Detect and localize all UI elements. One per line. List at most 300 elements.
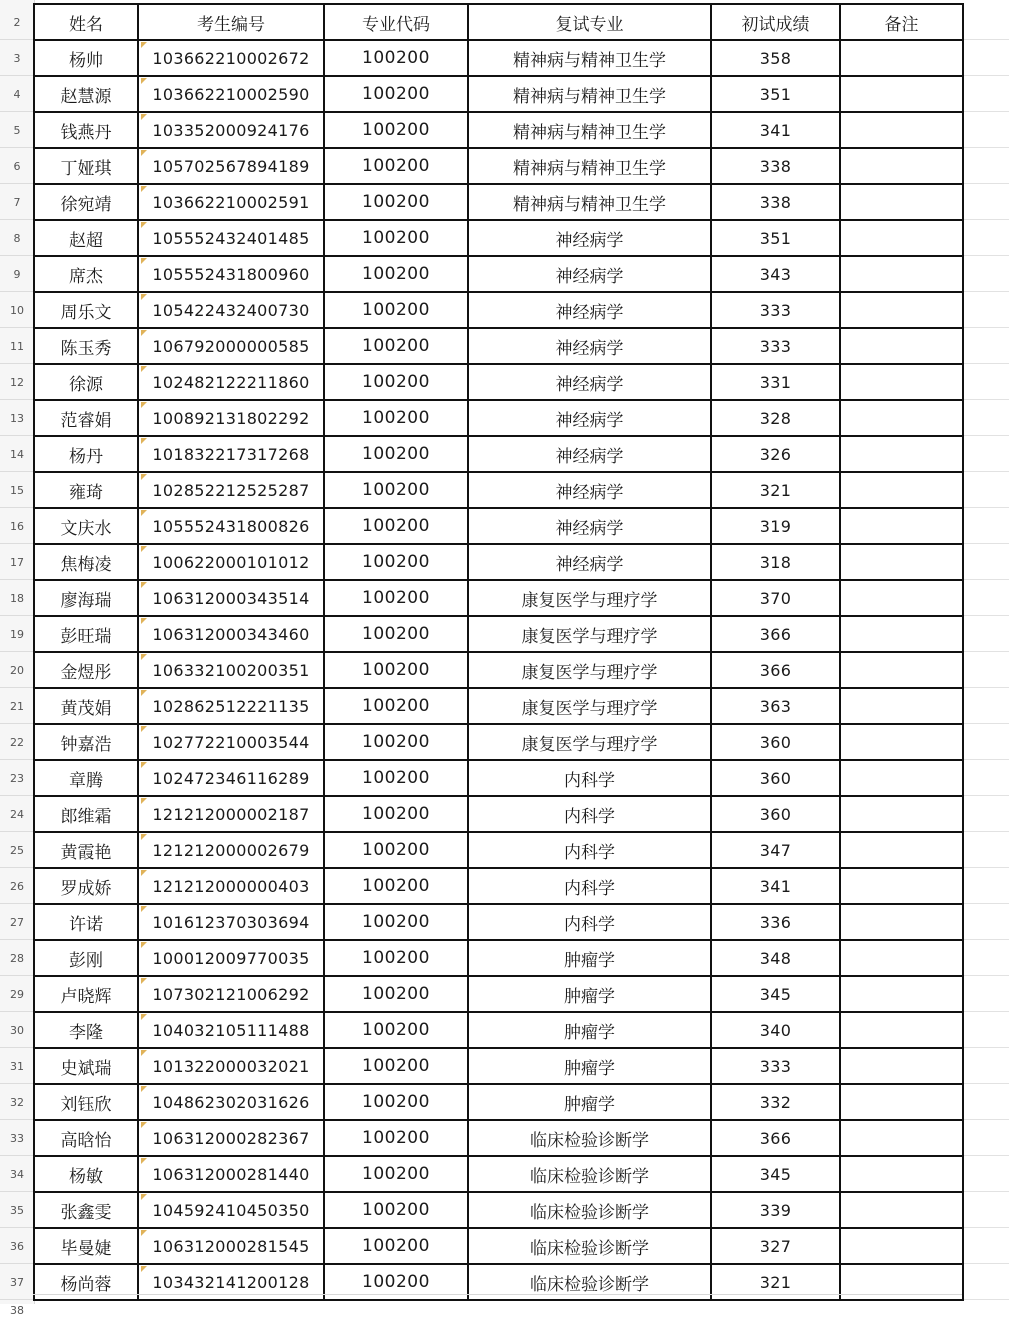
cell-candidate-id[interactable] <box>138 940 324 976</box>
cell-name[interactable] <box>34 1228 138 1264</box>
text-number-indicator-icon <box>141 1158 147 1164</box>
cell-name[interactable] <box>34 1012 138 1048</box>
cell-name[interactable] <box>34 148 138 184</box>
cell-initial-score[interactable] <box>711 760 840 796</box>
cell-name[interactable] <box>34 1192 138 1228</box>
cell-remark[interactable] <box>840 76 963 112</box>
cell-major-code[interactable] <box>324 760 468 796</box>
cell-initial-score-text: 360 <box>759 768 792 788</box>
grid-line <box>962 39 1009 40</box>
grid-line <box>962 1299 1009 1300</box>
cell-candidate-id[interactable] <box>138 976 324 1012</box>
cell-initial-score[interactable] <box>711 1156 840 1192</box>
cell-remark[interactable] <box>840 544 963 580</box>
row-number[interactable]: 22 <box>10 735 24 749</box>
cell-candidate-id[interactable] <box>138 724 324 760</box>
cell-candidate-id-text: 104032105111488 <box>152 1020 310 1040</box>
table-row <box>34 328 963 364</box>
cell-major-code[interactable] <box>324 1120 468 1156</box>
cell-initial-score[interactable] <box>711 796 840 832</box>
row-number[interactable]: 26 <box>10 879 24 893</box>
cell-remark[interactable] <box>840 508 963 544</box>
cell-remark[interactable] <box>840 328 963 364</box>
cell-initial-score-text: 351 <box>759 84 792 104</box>
cell-major-code[interactable] <box>324 796 468 832</box>
cell-name[interactable] <box>34 220 138 256</box>
cell-initial-score[interactable] <box>711 472 840 508</box>
cell-major-code[interactable] <box>324 904 468 940</box>
cell-candidate-id[interactable] <box>138 904 324 940</box>
cell-major-code[interactable] <box>324 112 468 148</box>
row-number[interactable]: 5 <box>13 123 21 137</box>
table-row <box>34 940 963 976</box>
cell-name[interactable] <box>34 544 138 580</box>
cell-retest-major[interactable] <box>468 220 711 256</box>
cell-initial-score[interactable] <box>711 904 840 940</box>
cell-name[interactable] <box>34 652 138 688</box>
cell-name[interactable] <box>34 904 138 940</box>
cell-initial-score[interactable] <box>711 364 840 400</box>
cell-name-text: 焦梅凌 <box>60 554 112 575</box>
cell-initial-score[interactable] <box>711 1048 840 1084</box>
cell-name[interactable] <box>34 184 138 220</box>
cell-initial-score[interactable] <box>711 1120 840 1156</box>
cell-major-code[interactable] <box>324 76 468 112</box>
cell-name[interactable] <box>34 940 138 976</box>
row-number[interactable]: 15 <box>10 483 24 497</box>
cell-initial-score[interactable] <box>711 184 840 220</box>
cell-remark[interactable] <box>840 400 963 436</box>
cell-candidate-id[interactable] <box>138 1192 324 1228</box>
cell-retest-major[interactable] <box>468 1084 711 1120</box>
row-number[interactable]: 37 <box>10 1275 24 1289</box>
cell-candidate-id[interactable] <box>138 616 324 652</box>
cell-retest-major[interactable] <box>468 724 711 760</box>
cell-name-text: 刘钰欣 <box>60 1094 112 1115</box>
row-number[interactable]: 14 <box>10 447 24 461</box>
cell-remark[interactable] <box>840 868 963 904</box>
cell-remark[interactable] <box>840 652 963 688</box>
cell-name-text: 钱燕丹 <box>60 122 112 143</box>
cell-major-code[interactable] <box>324 1192 468 1228</box>
cell-major-code-text: 100200 <box>362 624 430 644</box>
cell-name[interactable] <box>34 796 138 832</box>
cell-name[interactable] <box>34 436 138 472</box>
cell-remark[interactable] <box>840 760 963 796</box>
cell-candidate-id-text: 121212000002679 <box>152 840 310 860</box>
cell-retest-major[interactable] <box>468 796 711 832</box>
cell-candidate-id[interactable] <box>138 328 324 364</box>
cell-initial-score[interactable] <box>711 436 840 472</box>
cell-initial-score[interactable] <box>711 328 840 364</box>
grid-line <box>962 939 1009 940</box>
cell-remark[interactable] <box>840 688 963 724</box>
table-row <box>34 112 963 148</box>
cell-candidate-id[interactable] <box>138 868 324 904</box>
cell-retest-major[interactable] <box>468 868 711 904</box>
cell-major-code[interactable] <box>324 328 468 364</box>
cell-major-code[interactable] <box>324 436 468 472</box>
cell-candidate-id[interactable] <box>138 256 324 292</box>
row-number[interactable]: 36 <box>10 1239 24 1253</box>
cell-name-text: 郎维霜 <box>60 806 112 827</box>
cell-major-code-text: 100200 <box>362 264 430 284</box>
cell-candidate-id[interactable] <box>138 184 324 220</box>
cell-major-code[interactable] <box>324 364 468 400</box>
cell-major-code[interactable] <box>324 1048 468 1084</box>
cell-initial-score-text: 345 <box>759 1164 792 1184</box>
cell-retest-major[interactable] <box>468 652 711 688</box>
cell-remark[interactable] <box>840 1048 963 1084</box>
row-number[interactable]: 13 <box>10 411 24 425</box>
cell-remark[interactable] <box>840 364 963 400</box>
cell-candidate-id[interactable] <box>138 400 324 436</box>
grid-line <box>962 471 1009 472</box>
cell-remark[interactable] <box>840 796 963 832</box>
row-divider <box>0 1299 34 1300</box>
cell-name[interactable] <box>34 400 138 436</box>
cell-retest-major[interactable] <box>468 1228 711 1264</box>
cell-major-code[interactable] <box>324 1228 468 1264</box>
row-number[interactable]: 17 <box>10 555 24 569</box>
cell-initial-score[interactable] <box>711 256 840 292</box>
cell-candidate-id[interactable] <box>138 220 324 256</box>
cell-major-code[interactable] <box>324 400 468 436</box>
row-number[interactable]: 20 <box>10 663 24 677</box>
row-number[interactable]: 29 <box>10 987 24 1001</box>
cell-initial-score[interactable] <box>711 616 840 652</box>
cell-major-code[interactable] <box>324 292 468 328</box>
cell-remark[interactable] <box>840 1156 963 1192</box>
cell-retest-major-text: 神经病学 <box>555 338 624 359</box>
cell-major-code[interactable] <box>324 148 468 184</box>
cell-remark[interactable] <box>840 292 963 328</box>
cell-retest-major[interactable] <box>468 40 711 76</box>
cell-name[interactable] <box>34 76 138 112</box>
table-row <box>34 184 963 220</box>
cell-name[interactable] <box>34 472 138 508</box>
cell-name[interactable] <box>34 976 138 1012</box>
cell-remark[interactable] <box>840 724 963 760</box>
cell-retest-major[interactable] <box>468 364 711 400</box>
cell-retest-major[interactable] <box>468 328 711 364</box>
cell-name[interactable] <box>34 616 138 652</box>
cell-major-code-text: 100200 <box>362 120 430 140</box>
cell-major-code-text: 100200 <box>362 372 430 392</box>
cell-major-code[interactable] <box>324 472 468 508</box>
cell-name[interactable] <box>34 580 138 616</box>
cell-remark[interactable] <box>840 40 963 76</box>
row-number[interactable]: 19 <box>10 627 24 641</box>
cell-retest-major-text: 神经病学 <box>555 482 624 503</box>
cell-name[interactable] <box>34 760 138 796</box>
cell-retest-major[interactable] <box>468 580 711 616</box>
cell-major-code[interactable] <box>324 256 468 292</box>
row-number[interactable]: 10 <box>10 303 24 317</box>
cell-initial-score-text: 332 <box>759 1092 792 1112</box>
cell-candidate-id[interactable] <box>138 1048 324 1084</box>
grid-line <box>962 1227 1009 1228</box>
cell-candidate-id[interactable] <box>138 40 324 76</box>
grid-line <box>962 1083 1009 1084</box>
row-number[interactable]: 28 <box>10 951 24 965</box>
row-number[interactable]: 16 <box>10 519 24 533</box>
cell-retest-major-text: 神经病学 <box>555 230 624 251</box>
cell-major-code[interactable] <box>324 976 468 1012</box>
header-cell-name[interactable]: 姓名 <box>34 4 138 40</box>
table-row <box>34 436 963 472</box>
cell-remark[interactable] <box>840 112 963 148</box>
cell-name[interactable] <box>34 256 138 292</box>
cell-retest-major-text: 内科学 <box>564 770 615 791</box>
row-number[interactable]: 18 <box>10 591 24 605</box>
cell-remark[interactable] <box>840 184 963 220</box>
cell-name[interactable] <box>34 364 138 400</box>
cell-major-code[interactable] <box>324 832 468 868</box>
cell-name[interactable] <box>34 724 138 760</box>
cell-name[interactable] <box>34 688 138 724</box>
cell-name[interactable] <box>34 1120 138 1156</box>
cell-major-code[interactable] <box>324 184 468 220</box>
cell-retest-major[interactable] <box>468 112 711 148</box>
cell-major-code[interactable] <box>324 724 468 760</box>
cell-retest-major[interactable] <box>468 148 711 184</box>
cell-retest-major-text: 精神病与精神卫生学 <box>513 158 666 179</box>
cell-name[interactable] <box>34 292 138 328</box>
cell-candidate-id[interactable] <box>138 364 324 400</box>
cell-remark[interactable] <box>840 832 963 868</box>
cell-initial-score[interactable] <box>711 1012 840 1048</box>
cell-remark[interactable] <box>840 148 963 184</box>
cell-remark[interactable] <box>840 940 963 976</box>
cell-retest-major[interactable] <box>468 400 711 436</box>
cell-candidate-id[interactable] <box>138 76 324 112</box>
cell-remark[interactable] <box>840 580 963 616</box>
cell-candidate-id-text: 105422432400730 <box>152 300 310 320</box>
cell-name[interactable] <box>34 868 138 904</box>
cell-retest-major[interactable] <box>468 292 711 328</box>
cell-name[interactable] <box>34 112 138 148</box>
cell-candidate-id-text: 106792000000585 <box>152 336 310 356</box>
cell-candidate-id[interactable] <box>138 436 324 472</box>
row-number[interactable]: 3 <box>13 51 21 65</box>
cell-name-text: 陈玉秀 <box>60 338 112 359</box>
header-cell-initial-score[interactable]: 初试成绩 <box>711 4 840 40</box>
cell-retest-major[interactable] <box>468 1120 711 1156</box>
grid-line <box>962 579 1009 580</box>
cell-major-code[interactable] <box>324 40 468 76</box>
cell-remark[interactable] <box>840 616 963 652</box>
cell-retest-major[interactable] <box>468 256 711 292</box>
row-number[interactable]: 25 <box>10 843 24 857</box>
cell-name[interactable] <box>34 328 138 364</box>
cell-candidate-id[interactable] <box>138 832 324 868</box>
cell-retest-major-text: 神经病学 <box>555 266 624 287</box>
row-number[interactable]: 32 <box>10 1095 24 1109</box>
cell-major-code[interactable] <box>324 1084 468 1120</box>
cell-initial-score-text: 321 <box>759 480 792 500</box>
cell-initial-score[interactable] <box>711 112 840 148</box>
row-number[interactable]: 23 <box>10 771 24 785</box>
cell-remark[interactable] <box>840 472 963 508</box>
cell-major-code[interactable] <box>324 688 468 724</box>
cell-initial-score[interactable] <box>711 832 840 868</box>
cell-candidate-id[interactable] <box>138 1156 324 1192</box>
row-number[interactable]: 24 <box>10 807 24 821</box>
cell-candidate-id[interactable] <box>138 472 324 508</box>
cell-initial-score[interactable] <box>711 220 840 256</box>
header-cell-major-code[interactable]: 专业代码 <box>324 4 468 40</box>
row-number[interactable]: 35 <box>10 1203 24 1217</box>
cell-remark[interactable] <box>840 256 963 292</box>
cell-initial-score[interactable] <box>711 292 840 328</box>
cell-major-code-text: 100200 <box>362 48 430 68</box>
row-number[interactable]: 30 <box>10 1023 24 1037</box>
cell-retest-major[interactable] <box>468 472 711 508</box>
cell-name-text: 许诺 <box>69 914 103 935</box>
cell-major-code[interactable] <box>324 940 468 976</box>
cell-retest-major[interactable] <box>468 760 711 796</box>
text-number-indicator-icon <box>141 1086 147 1092</box>
header-cell-retest-major[interactable]: 复试专业 <box>468 4 711 40</box>
row-number[interactable]: 4 <box>13 87 21 101</box>
cell-initial-score[interactable] <box>711 1192 840 1228</box>
cell-retest-major[interactable] <box>468 184 711 220</box>
cell-initial-score[interactable] <box>711 40 840 76</box>
cell-candidate-id[interactable] <box>138 796 324 832</box>
cell-remark[interactable] <box>840 220 963 256</box>
cell-remark[interactable] <box>840 1084 963 1120</box>
row-number[interactable]: 6 <box>13 159 21 173</box>
row-number[interactable]: 27 <box>10 915 24 929</box>
cell-candidate-id[interactable] <box>138 112 324 148</box>
cell-candidate-id[interactable] <box>138 760 324 796</box>
cell-major-code[interactable] <box>324 652 468 688</box>
cell-candidate-id[interactable] <box>138 652 324 688</box>
cell-major-code[interactable] <box>324 544 468 580</box>
cell-major-code[interactable] <box>324 868 468 904</box>
cell-retest-major[interactable] <box>468 976 711 1012</box>
cell-candidate-id[interactable] <box>138 688 324 724</box>
cell-name[interactable] <box>34 40 138 76</box>
cell-remark[interactable] <box>840 904 963 940</box>
cell-candidate-id-text: 104592410450350 <box>152 1200 310 1220</box>
cell-retest-major[interactable] <box>468 76 711 112</box>
header-cell-candidate-id[interactable]: 考生编号 <box>138 4 324 40</box>
cell-initial-score[interactable] <box>711 1084 840 1120</box>
row-number[interactable]: 21 <box>10 699 24 713</box>
cell-retest-major[interactable] <box>468 904 711 940</box>
cell-candidate-id[interactable] <box>138 580 324 616</box>
row-number[interactable]: 34 <box>10 1167 24 1181</box>
cell-retest-major[interactable] <box>468 1048 711 1084</box>
cell-major-code[interactable] <box>324 580 468 616</box>
cell-initial-score[interactable] <box>711 940 840 976</box>
cell-retest-major[interactable] <box>468 1156 711 1192</box>
cell-initial-score[interactable] <box>711 724 840 760</box>
cell-candidate-id[interactable] <box>138 1120 324 1156</box>
row-number[interactable]: 12 <box>10 375 24 389</box>
cell-initial-score[interactable] <box>711 688 840 724</box>
cell-remark[interactable] <box>840 1120 963 1156</box>
cell-candidate-id[interactable] <box>138 1084 324 1120</box>
cell-name-text: 金煜彤 <box>60 662 112 683</box>
cell-remark[interactable] <box>840 1012 963 1048</box>
cell-retest-major[interactable] <box>468 1192 711 1228</box>
cell-candidate-id-text: 106312000281440 <box>152 1164 310 1184</box>
cell-initial-score[interactable] <box>711 580 840 616</box>
cell-major-code-text: 100200 <box>362 192 430 212</box>
cell-name[interactable] <box>34 1156 138 1192</box>
row-number[interactable]: 2 <box>13 15 21 29</box>
cell-retest-major[interactable] <box>468 508 711 544</box>
row-number[interactable]: 33 <box>10 1131 24 1145</box>
cell-remark[interactable] <box>840 436 963 472</box>
cell-candidate-id[interactable] <box>138 544 324 580</box>
cell-initial-score[interactable] <box>711 652 840 688</box>
cell-retest-major-text: 内科学 <box>564 806 615 827</box>
cell-major-code[interactable] <box>324 616 468 652</box>
text-number-indicator-icon <box>141 690 147 696</box>
row-number[interactable]: 11 <box>10 339 24 353</box>
cell-initial-score[interactable] <box>711 544 840 580</box>
row-number[interactable]: 31 <box>10 1059 24 1073</box>
cell-candidate-id[interactable] <box>138 508 324 544</box>
cell-retest-major[interactable] <box>468 616 711 652</box>
cell-initial-score[interactable] <box>711 400 840 436</box>
cell-candidate-id[interactable] <box>138 292 324 328</box>
cell-name[interactable] <box>34 832 138 868</box>
cell-remark[interactable] <box>840 1228 963 1264</box>
grid-line <box>962 291 1009 292</box>
table-row <box>34 652 963 688</box>
row-number[interactable]: 7 <box>13 195 21 209</box>
cell-name[interactable] <box>34 508 138 544</box>
row-number[interactable]: 9 <box>13 267 21 281</box>
cell-retest-major[interactable] <box>468 832 711 868</box>
cell-major-code[interactable] <box>324 1012 468 1048</box>
cell-retest-major[interactable] <box>468 940 711 976</box>
cell-retest-major[interactable] <box>468 544 711 580</box>
cell-candidate-id[interactable] <box>138 1228 324 1264</box>
cell-candidate-id-text: 102862512221135 <box>152 696 310 716</box>
cell-initial-score[interactable] <box>711 148 840 184</box>
cell-remark[interactable] <box>840 1192 963 1228</box>
cell-candidate-id[interactable] <box>138 1012 324 1048</box>
table-row <box>34 40 963 76</box>
cell-major-code[interactable] <box>324 508 468 544</box>
cell-name[interactable] <box>34 1048 138 1084</box>
cell-major-code-text: 100200 <box>362 156 430 176</box>
cell-initial-score[interactable] <box>711 508 840 544</box>
cell-major-code[interactable] <box>324 220 468 256</box>
cell-major-code[interactable] <box>324 1156 468 1192</box>
cell-retest-major[interactable] <box>468 688 711 724</box>
row-number[interactable]: 8 <box>13 231 21 245</box>
cell-candidate-id[interactable] <box>138 148 324 184</box>
row-number[interactable]: 38 <box>10 1303 24 1317</box>
cell-retest-major[interactable] <box>468 1012 711 1048</box>
cell-remark[interactable] <box>840 976 963 1012</box>
cell-initial-score[interactable] <box>711 76 840 112</box>
header-cell-remark[interactable]: 备注 <box>840 4 963 40</box>
cell-initial-score[interactable] <box>711 1228 840 1264</box>
cell-major-code-text: 100200 <box>362 732 430 752</box>
cell-initial-score[interactable] <box>711 868 840 904</box>
cell-retest-major[interactable] <box>468 436 711 472</box>
cell-initial-score[interactable] <box>711 976 840 1012</box>
cell-name[interactable] <box>34 1084 138 1120</box>
